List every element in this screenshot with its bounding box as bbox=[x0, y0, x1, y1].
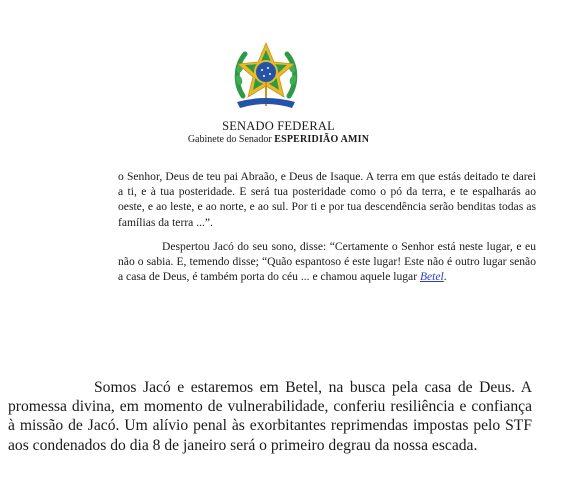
commentary bbox=[8, 378, 532, 455]
quote-paragraph-1: o Senhor, Deus de teu pai Abraão, e Deus de Isaque. A terra em que estás deitado te darei a ti, e à tua posteridade. E será tua posteridade como o pó da terra, e te espalharás ao oeste, e ao leste, e ao norte, e ao sul. Por ti e por tua descendência serão benditas todas as famílias da terra ...”. bbox=[118, 170, 536, 229]
quote-paragraph-2 bbox=[118, 239, 536, 285]
quote-paragraph-2-text: Despertou Jacó do seu sono, disse: “Certamente o Senhor está neste lugar, e eu não o sabia. E, temendo disse; “Quão espantoso é este lugar! Este não é outro lugar senão a casa de Deus, é também porta do céu ... e chamou aquele lugar bbox=[118, 239, 536, 284]
betel-link[interactable]: Betel bbox=[419, 270, 444, 284]
brazil-coat-of-arms-icon bbox=[229, 40, 303, 114]
org-name: SENADO FEDERAL bbox=[222, 119, 335, 133]
letterhead bbox=[0, 120, 567, 145]
office-line bbox=[0, 134, 567, 145]
scripture-quote bbox=[118, 169, 536, 284]
commentary-paragraph: Somos Jacó e estaremos em Betel, na busca pela casa de Deus. A promessa divina, em momento de vulnerabilidade, conferiu resiliência e confiança à missão de Jacó. Um alívio penal às exorbitantes reprimendas impostas pelo STF aos condenados do dia 8 de janeiro será o primeiro degrau da nossa escada. bbox=[8, 379, 532, 454]
senator-name: ESPERIDIÃO AMIN bbox=[274, 133, 370, 145]
office-prefix: Gabinete do Senador bbox=[187, 133, 272, 145]
quote-paragraph-2-end: . bbox=[443, 270, 447, 284]
